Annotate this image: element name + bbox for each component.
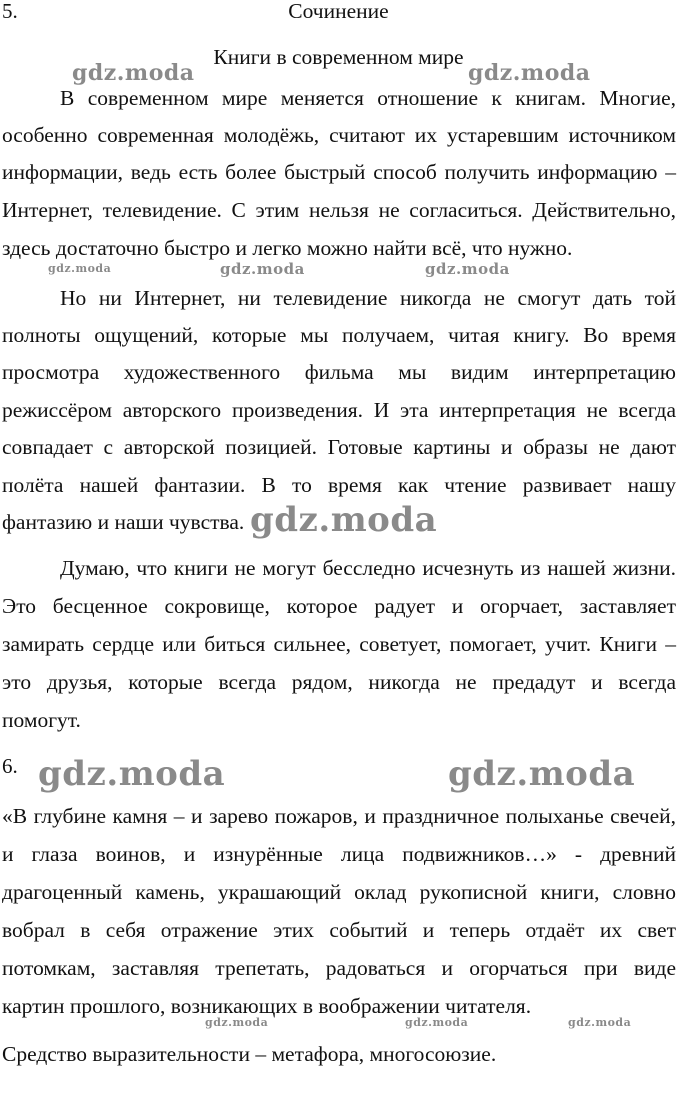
essay-line: полноты ощущений, которые мы получаем, читая книгу. Во время xyxy=(2,323,676,347)
essay-line: замирать сердце или биться сильнее, советует, помогает, учит. Книги – xyxy=(2,632,676,656)
essay-line: совпадает с авторской позицией. Готовые картины и образы не дают xyxy=(2,435,676,459)
essay-line: В современном мире меняется отношение к книгам. Многие, xyxy=(60,86,676,110)
essay-line: просмотра художественного фильма мы видим интерпретацию xyxy=(2,360,676,384)
watermark: gdz.moda xyxy=(48,262,112,275)
essay-line: Но ни Интернет, ни телевидение никогда не смогут дать той xyxy=(60,286,676,310)
answer-line: драгоценный камень, украшающий оклад рукописной книги, словно xyxy=(2,880,676,904)
watermark: gdz.moda xyxy=(425,260,510,278)
essay-line: Думаю, что книги не могут бесследно исчезнуть из нашей жизни. xyxy=(60,556,676,580)
answer-line: и глаза воинов, и изнурённые лица подвижников…» - древний xyxy=(2,842,676,866)
essay-line: помогут. xyxy=(2,708,81,732)
answer-line: потомкам, заставляя трепетать, радоваться и огорчаться при виде xyxy=(2,956,676,980)
essay-line: режиссёром авторского произведения. И эта интерпретация не всегда xyxy=(2,398,676,422)
essay-line: Это бесценное сокровище, которое радует и огорчает, заставляет xyxy=(2,594,676,618)
essay-line: полёта нашей фантазии. В то время как чтение развивает нашу xyxy=(2,473,676,497)
watermark: gdz.moda xyxy=(448,754,636,794)
task-number-6: 6. xyxy=(2,754,18,778)
watermark: gdz.moda xyxy=(468,60,591,86)
answer-line: вобрал в себя отражение этих событий и теперь отдаёт их свет xyxy=(2,918,676,942)
watermark: gdz.moda xyxy=(220,260,305,278)
task-number-5: 5. xyxy=(2,0,18,23)
essay-line: это друзья, которые всегда рядом, никогда не предадут и всегда xyxy=(2,670,676,694)
essay-header: Сочинение xyxy=(288,0,389,23)
answer-line: картин прошлого, возникающих в воображении читателя. xyxy=(2,994,532,1018)
watermark: gdz.moda xyxy=(568,1016,632,1029)
essay-line: особенно современная молодёжь, считают их устаревшим источником xyxy=(2,123,676,147)
watermark: gdz.moda xyxy=(250,500,438,540)
essay-title: Книги в современном мире xyxy=(213,45,464,69)
watermark: gdz.moda xyxy=(72,60,195,86)
essay-line: информации, ведь есть более быстрый способ получить информацию – xyxy=(2,160,676,184)
essay-line: здесь достаточно быстро и легко можно найти всё, что нужно. xyxy=(2,236,573,260)
essay-line: Интернет, телевидение. С этим нельзя не согласиться. Действительно, xyxy=(2,198,676,222)
watermark: gdz.moda xyxy=(205,1016,269,1029)
essay-line: фантазию и наши чувства. xyxy=(2,510,245,534)
answer-line: Средство выразительности – метафора, многосоюзие. xyxy=(2,1042,497,1066)
watermark: gdz.moda xyxy=(38,754,226,794)
answer-line: «В глубине камня – и зарево пожаров, и праздничное полыханье свечей, xyxy=(2,804,676,828)
watermark: gdz.moda xyxy=(405,1016,469,1029)
